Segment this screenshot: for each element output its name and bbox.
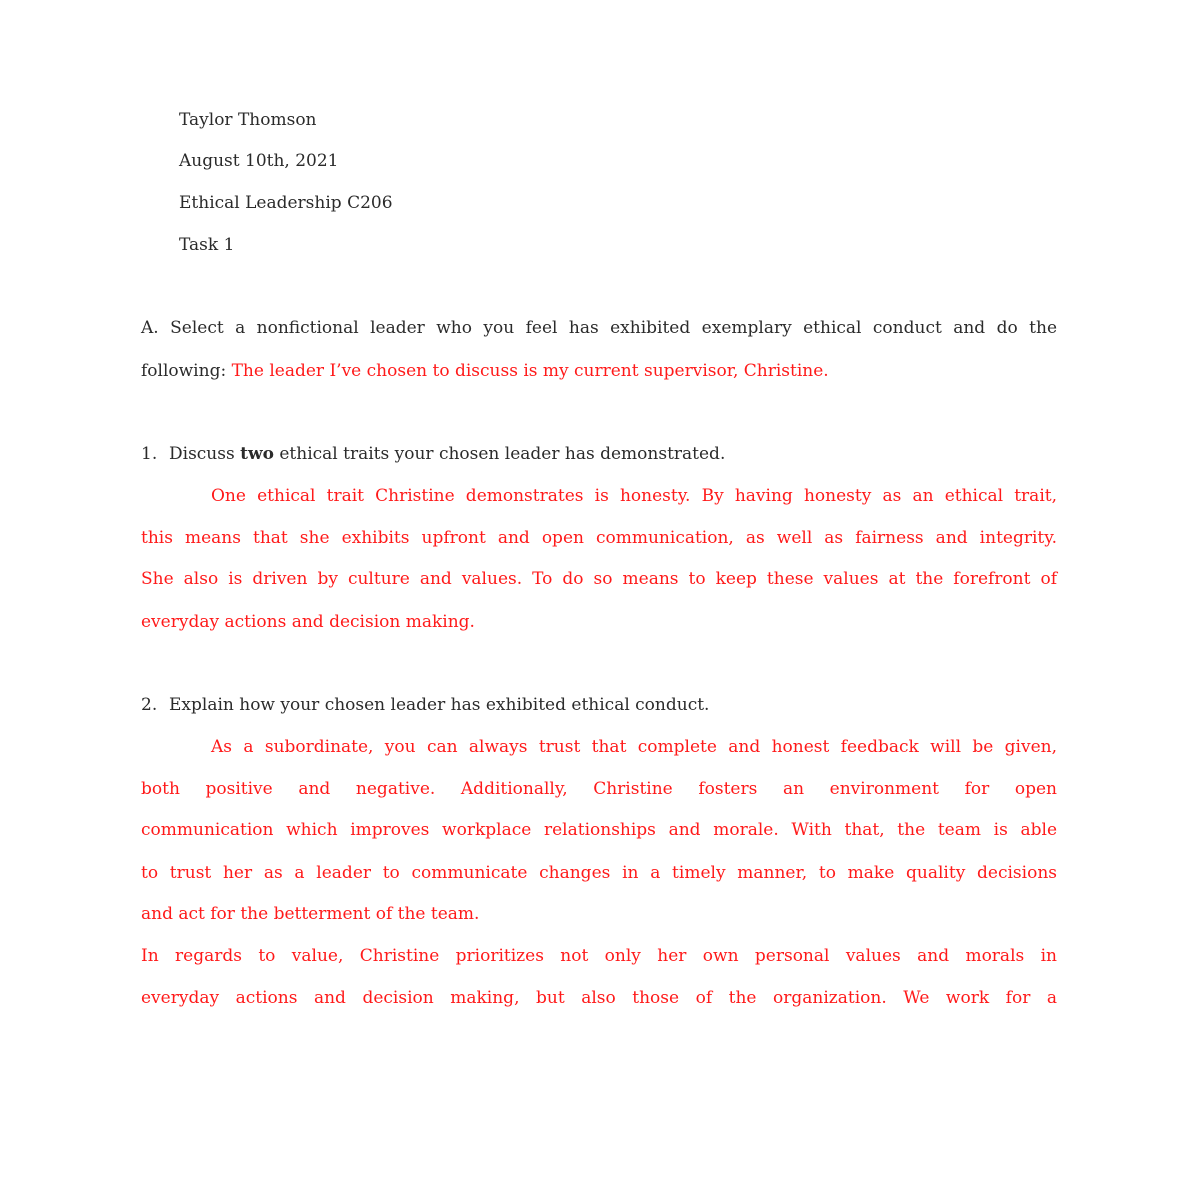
answer-2-line: to trust her as a leader to communicate changes in a timely manner, to make quality decisions [141,863,1057,883]
section-a-marker: A. [141,318,159,338]
section-a-answer: The leader I’ve chosen to discuss is my current supervisor, Christine. [231,361,829,381]
answer-1-line: this means that she exhibits upfront and open communication, as well as fairness and integrity. [141,528,1057,548]
task-label: Task 1 [179,235,235,255]
answer-1-line: She also is driven by culture and values. To do so means to keep these values at the forefront of [141,569,1057,589]
question-2 [141,697,709,714]
question-1-number: 1. [141,444,158,464]
question-1-text-before: Discuss [169,444,235,464]
question-2-number: 2. [141,695,158,715]
section-a-prompt-continued: following: [141,361,227,381]
answer-2-line: and act for the betterment of the team. [141,904,480,924]
answer-2-line: In regards to value, Christine prioritizes not only her own personal values and morals in [141,946,1057,966]
question-1-text-after: ethical traits your chosen leader has demonstrated. [279,444,726,464]
section-a-prompt-text: Select a nonfictional leader who you feel has exhibited exemplary ethical conduct and do the [170,318,1058,338]
question-1 [141,446,725,463]
section-a-prompt-line2 [141,363,829,380]
answer-2-line: communication which improves workplace relationships and morale. With that, the team is able [141,820,1057,840]
answer-2-line: As a subordinate, you can always trust that complete and honest feedback will be given, [211,737,1057,757]
answer-2-line: everyday actions and decision making, but also those of the organization. We work for a [141,988,1057,1008]
answer-1-line: One ethical trait Christine demonstrates is honesty. By having honesty as an ethical trait, [211,486,1057,506]
document-date: August 10th, 2021 [179,151,339,171]
section-a-prompt-line1 [141,320,1057,337]
author-name: Taylor Thomson [179,110,317,130]
answer-1-line: everyday actions and decision making. [141,612,475,632]
question-2-text: Explain how your chosen leader has exhibited ethical conduct. [169,695,710,715]
question-1-bold-word: two [240,444,274,464]
answer-2-line: both positive and negative. Additionally, Christine fosters an environment for open [141,779,1057,799]
course-title: Ethical Leadership C206 [179,193,393,213]
